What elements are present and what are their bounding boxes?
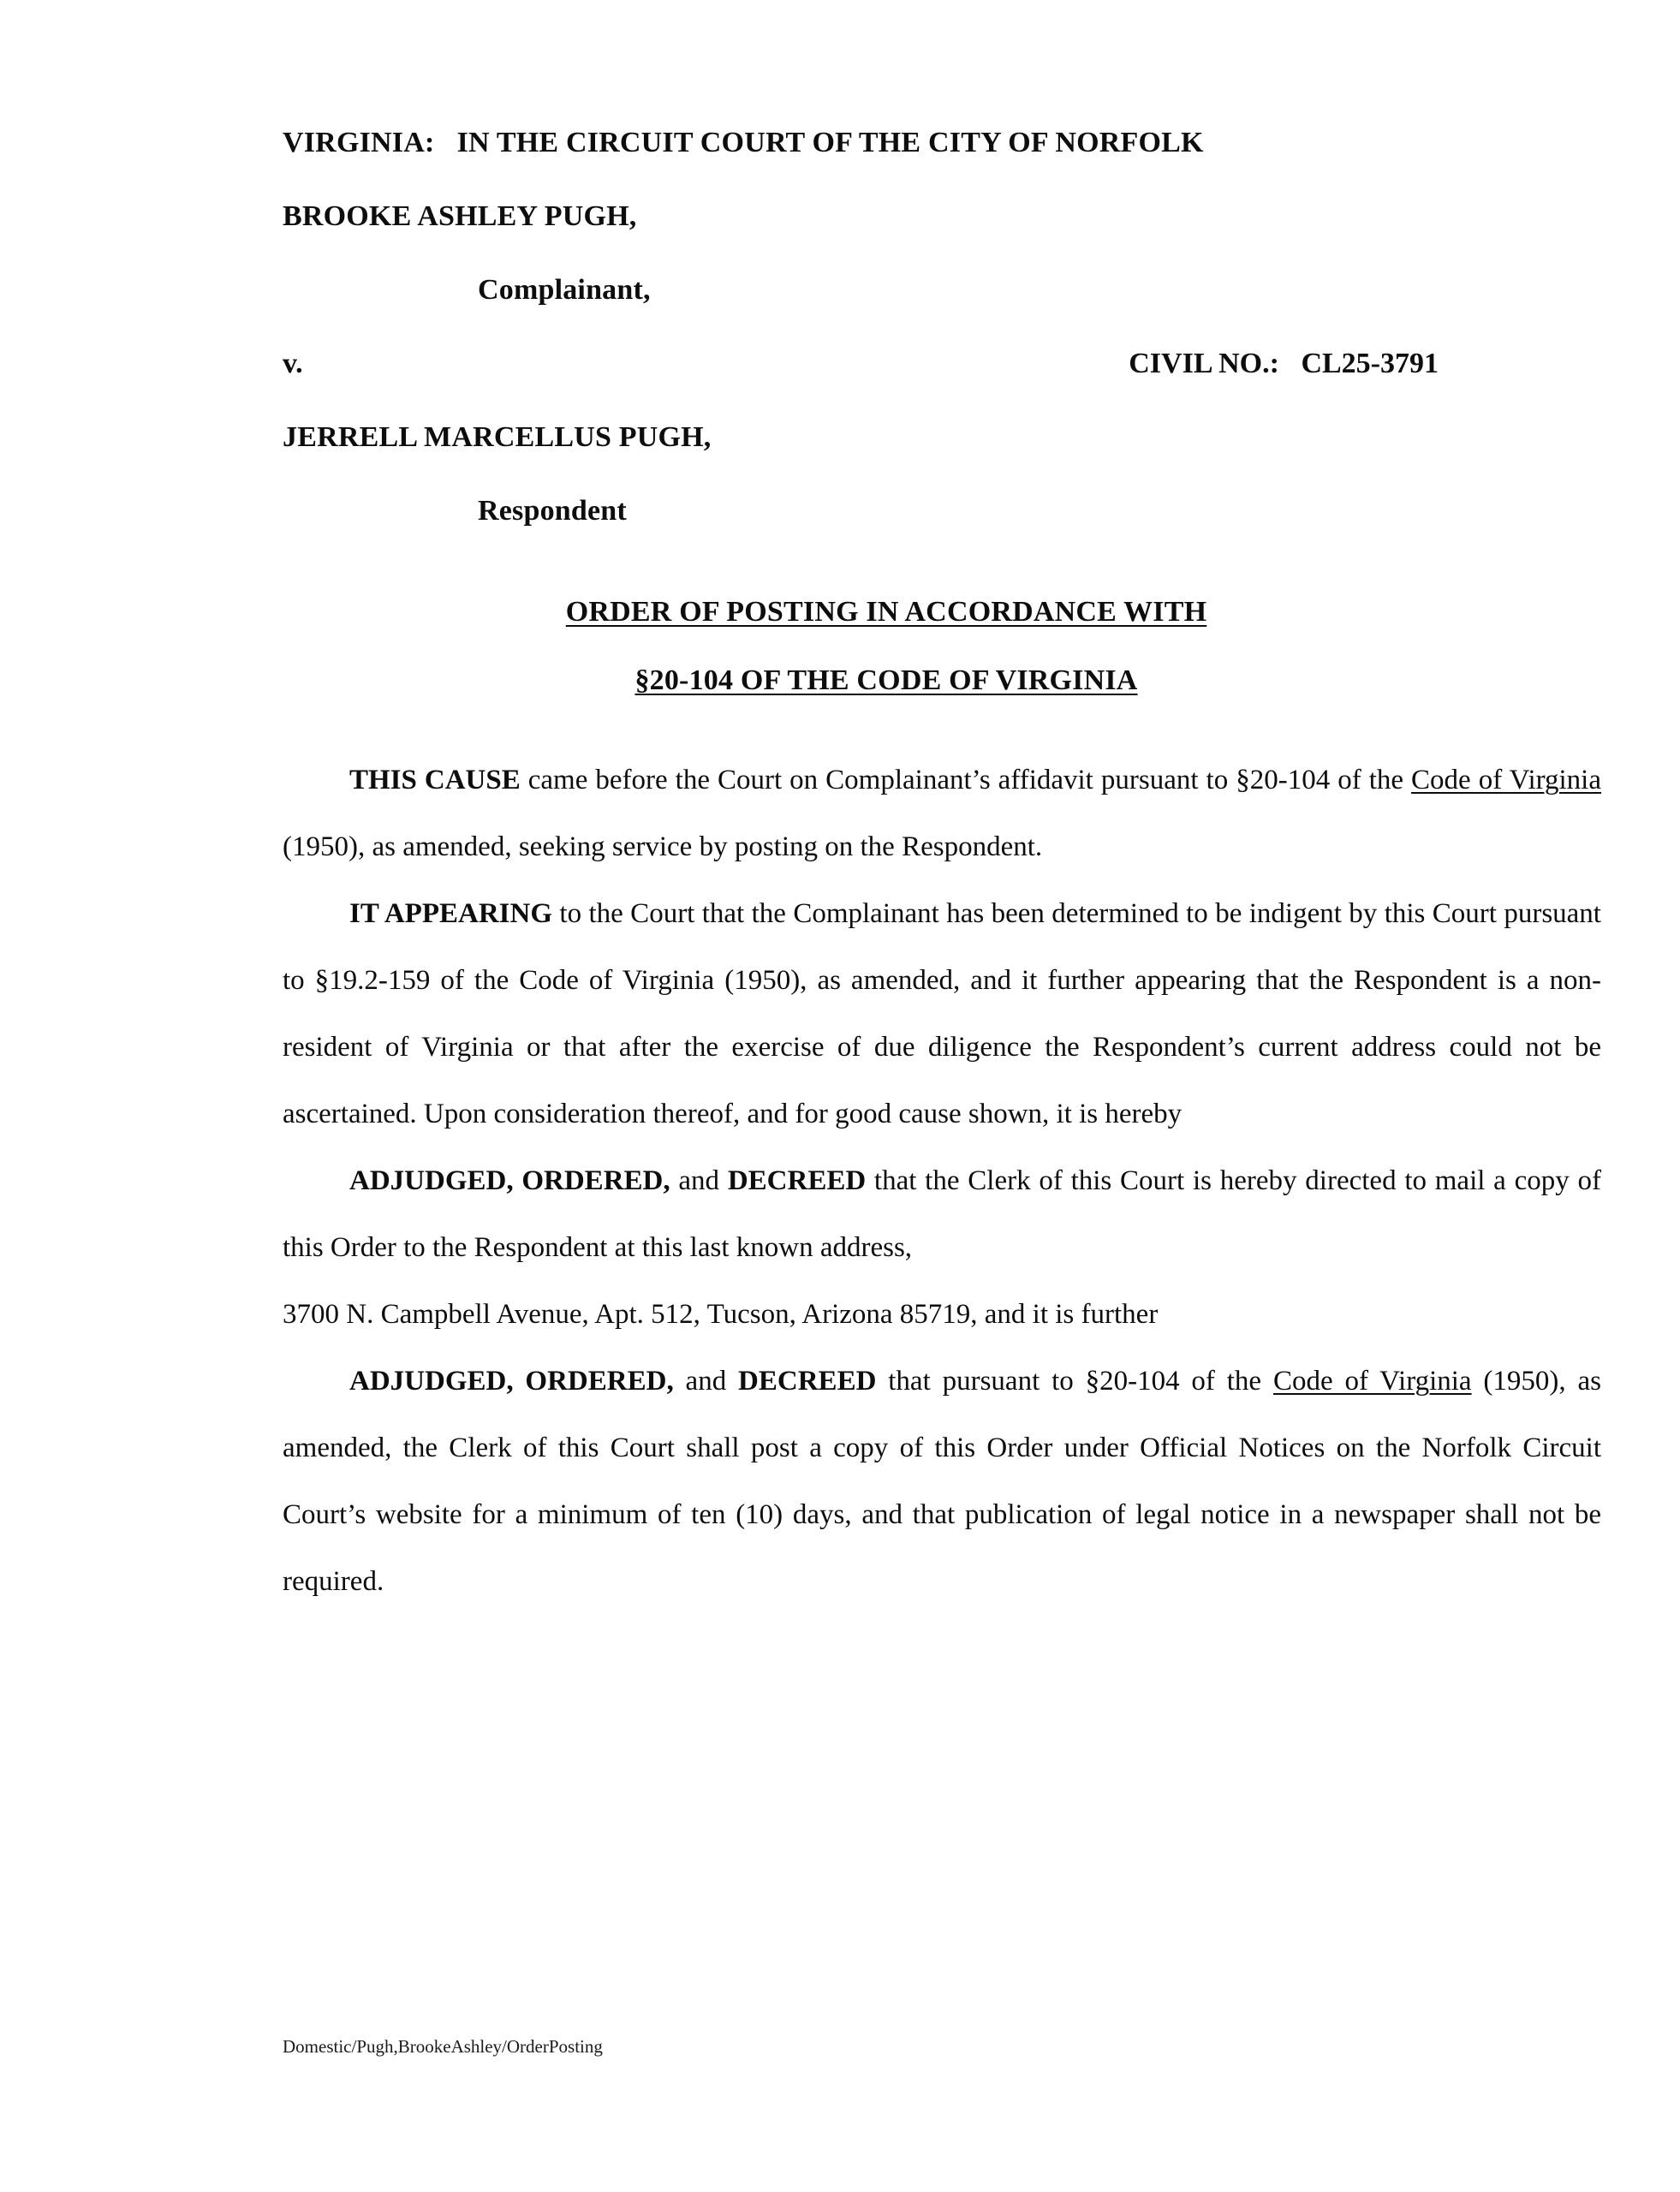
paragraph-adjudged-mail-lead-2: DECREED bbox=[727, 1165, 867, 1196]
versus-label: v. bbox=[283, 348, 303, 379]
order-title-line-1-text: ORDER OF POSTING IN ACCORDANCE WITH bbox=[565, 596, 1207, 628]
paragraph-it-appearing-text: to the Court that the Complainant has been determined to be indigent by this Court pursuant to §19.2-159 of the Code of Virginia (1950), as amended, and it further appearing that the Respondent is a non-resident of Virginia or that after the exercise of due diligence the Respondent’s current address could not be ascertained. Upon consideration thereof, and for good cause shown, it is hereby bbox=[283, 898, 1601, 1129]
paragraph-it-appearing bbox=[283, 880, 1601, 1147]
paragraph-adjudged-mail bbox=[283, 1147, 1601, 1281]
paragraph-adjudged-posting-segment-2: (1950), as amended, the Clerk of this Court shall post a copy of this Order under Official Notices on the Norfolk Circuit Court’s website for a minimum of ten (10) days, and that publication of legal notice in a newspaper shall not be required. bbox=[283, 1366, 1601, 1597]
paragraph-it-appearing-lead: IT APPEARING bbox=[349, 898, 552, 929]
respondent-last-known-address: 3700 N. Campbell Avenue, Apt. 512, Tucson, Arizona 85719, and it is further bbox=[283, 1299, 1159, 1330]
complainant-name: BROOKE ASHLEY PUGH, bbox=[283, 200, 637, 232]
respondent-label: Respondent bbox=[478, 495, 627, 527]
paragraph-adjudged-posting-lead-2: DECREED bbox=[738, 1366, 877, 1397]
paragraph-adjudged-posting-conjunction: and bbox=[673, 1366, 739, 1397]
court-heading: VIRGINIA: IN THE CIRCUIT COURT OF THE CITY OF NORFOLK bbox=[283, 127, 1204, 158]
code-of-virginia-citation-2: Code of Virginia bbox=[1272, 1366, 1472, 1397]
order-title-line-1 bbox=[283, 598, 1490, 627]
civil-case-number: CIVIL NO.: CL25-3791 bbox=[1129, 348, 1439, 379]
paragraph-this-cause bbox=[283, 747, 1601, 880]
paragraph-adjudged-mail-lead-1: ADJUDGED, ORDERED, bbox=[349, 1165, 670, 1196]
paragraph-adjudged-mail-conjunction: and bbox=[670, 1165, 728, 1196]
complainant-label: Complainant, bbox=[478, 274, 651, 306]
order-title-line-2 bbox=[283, 666, 1490, 695]
paragraph-adjudged-posting-segment-1: that pursuant to §20-104 of the bbox=[876, 1366, 1273, 1397]
paragraph-adjudged-posting bbox=[283, 1348, 1601, 1615]
order-title-line-2-text: §20-104 OF THE CODE OF VIRGINIA bbox=[634, 664, 1138, 696]
paragraph-this-cause-lead: THIS CAUSE bbox=[349, 765, 521, 795]
paragraph-adjudged-posting-lead-1: ADJUDGED, ORDERED, bbox=[349, 1366, 674, 1397]
paragraph-this-cause-segment-1: came before the Court on Complainant’s affidavit pursuant to §20-104 of the bbox=[520, 765, 1412, 795]
versus-and-case-number-row bbox=[283, 349, 1601, 378]
file-reference-footer: Domestic/Pugh,BrookeAshley/OrderPosting bbox=[283, 2036, 603, 2057]
paragraph-adjudged-mail-text: that the Clerk of this Court is hereby directed to mail a copy of this Order to the Respondent at this last known address, bbox=[283, 1165, 1601, 1263]
order-body bbox=[283, 747, 1601, 1615]
paragraph-this-cause-segment-2: (1950), as amended, seeking service by posting on the Respondent. bbox=[283, 831, 1043, 862]
document-body bbox=[283, 128, 1601, 1615]
order-title bbox=[283, 598, 1601, 695]
respondent-name: JERRELL MARCELLUS PUGH, bbox=[283, 421, 712, 453]
code-of-virginia-citation-1: Code of Virginia bbox=[1411, 765, 1601, 795]
